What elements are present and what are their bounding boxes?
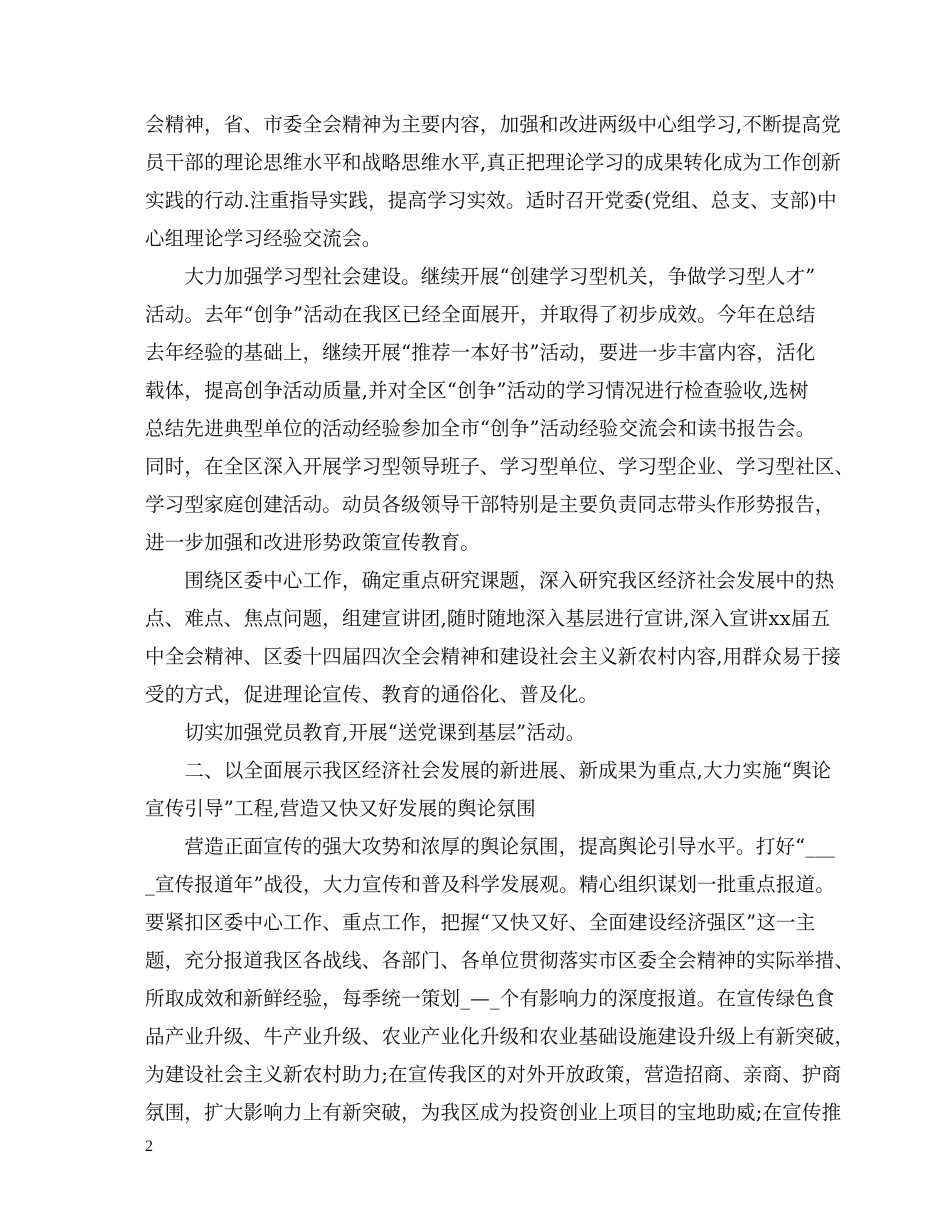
- page-number: 2: [145, 1138, 153, 1155]
- text-line: 题，充分报道我区各战线、各部门、各单位贯彻落实市区委全会精神的实际举措、: [145, 949, 855, 972]
- text-line: _宣传报道年”战役，大力宣传和普及科学发展观。精心组织谋划一批重点报道。: [145, 873, 835, 896]
- text-line: 载体，提高创争活动质量,并对全区“创争”活动的学习情况进行检查验收,选树: [145, 379, 809, 402]
- text-line: 中全会精神、区委十四届四次全会精神和建设社会主义新农村内容,用群众易于接: [145, 645, 841, 668]
- text-line: 氛围，扩大影响力上有新突破，为我区成为投资创业上项目的宝地助威;在宣传推: [145, 1101, 842, 1124]
- text-line: 心组理论学习经验交流会。: [145, 227, 382, 250]
- text-line: 进一步加强和改进形势政策宣传教育。: [145, 531, 480, 554]
- text-line: 要紧扣区委中心工作、重点工作，把握“又快又好、全面建设经济强区”这一主: [145, 911, 816, 934]
- text-line: 去年经验的基础上，继续开展“推荐一本好书”活动，要进一步丰富内容，活化: [145, 341, 816, 364]
- text-line: 品产业升级、牛产业升级、农业产业化升级和农业基础设施建设升级上有新突破，: [145, 1025, 855, 1048]
- text-line: 所取成效和新鲜经验，每季统一策划_—_个有影响力的深度报道。在宣传绿色食: [145, 987, 835, 1010]
- text-line: 为建设社会主义新农村助力;在宣传我区的对外开放政策，营造招商、亲商、护商: [145, 1063, 842, 1086]
- text-line: 营造正面宣传的强大攻势和浓厚的舆论氛围，提高舆论引导水平。打好“___: [145, 835, 836, 858]
- text-line: 实践的行动.注重指导实践，提高学习实效。适时召开党委(党组、总支、支部)中: [145, 189, 837, 212]
- text-line: 点、难点、焦点问题，组建宣讲团,随时随地深入基层进行宣讲,深入宣讲xx届五: [145, 607, 831, 630]
- text-line: 员干部的理论思维水平和战略思维水平,真正把理论学习的成果转化成为工作创新: [145, 151, 841, 174]
- text-line: 围绕区委中心工作，确定重点研究课题，深入研究我区经济社会发展中的热: [145, 569, 835, 592]
- text-line: 二、以全面展示我区经济社会发展的新进展、新成果为重点,大力实施“舆论: [145, 759, 832, 782]
- text-line: 同时，在全区深入开展学习型领导班子、学习型单位、学习型企业、学习型社区、: [145, 455, 855, 478]
- text-line: 大力加强学习型社会建设。继续开展“创建学习型机关，争做学习型人才”: [145, 265, 816, 288]
- text-line: 宣传引导”工程,营造又快又好发展的舆论氛围: [145, 797, 536, 820]
- text-line: 活动。去年“创争”活动在我区已经全面展开，并取得了初步成效。今年在总结: [145, 303, 816, 326]
- text-line: 切实加强党员教育,开展“送党课到基层”活动。: [145, 721, 586, 744]
- text-line: 学习型家庭创建活动。动员各级领导干部特别是主要负责同志带头作形势报告，: [145, 493, 835, 516]
- text-line: 总结先进典型单位的活动经验参加全市“创争”活动经验交流会和读书报告会。: [145, 417, 816, 440]
- text-line: 受的方式，促进理论宣传、教育的通俗化、普及化。: [145, 683, 599, 706]
- text-line: 会精神，省、市委全会精神为主要内容，加强和改进两级中心组学习,不断提高党: [145, 113, 841, 136]
